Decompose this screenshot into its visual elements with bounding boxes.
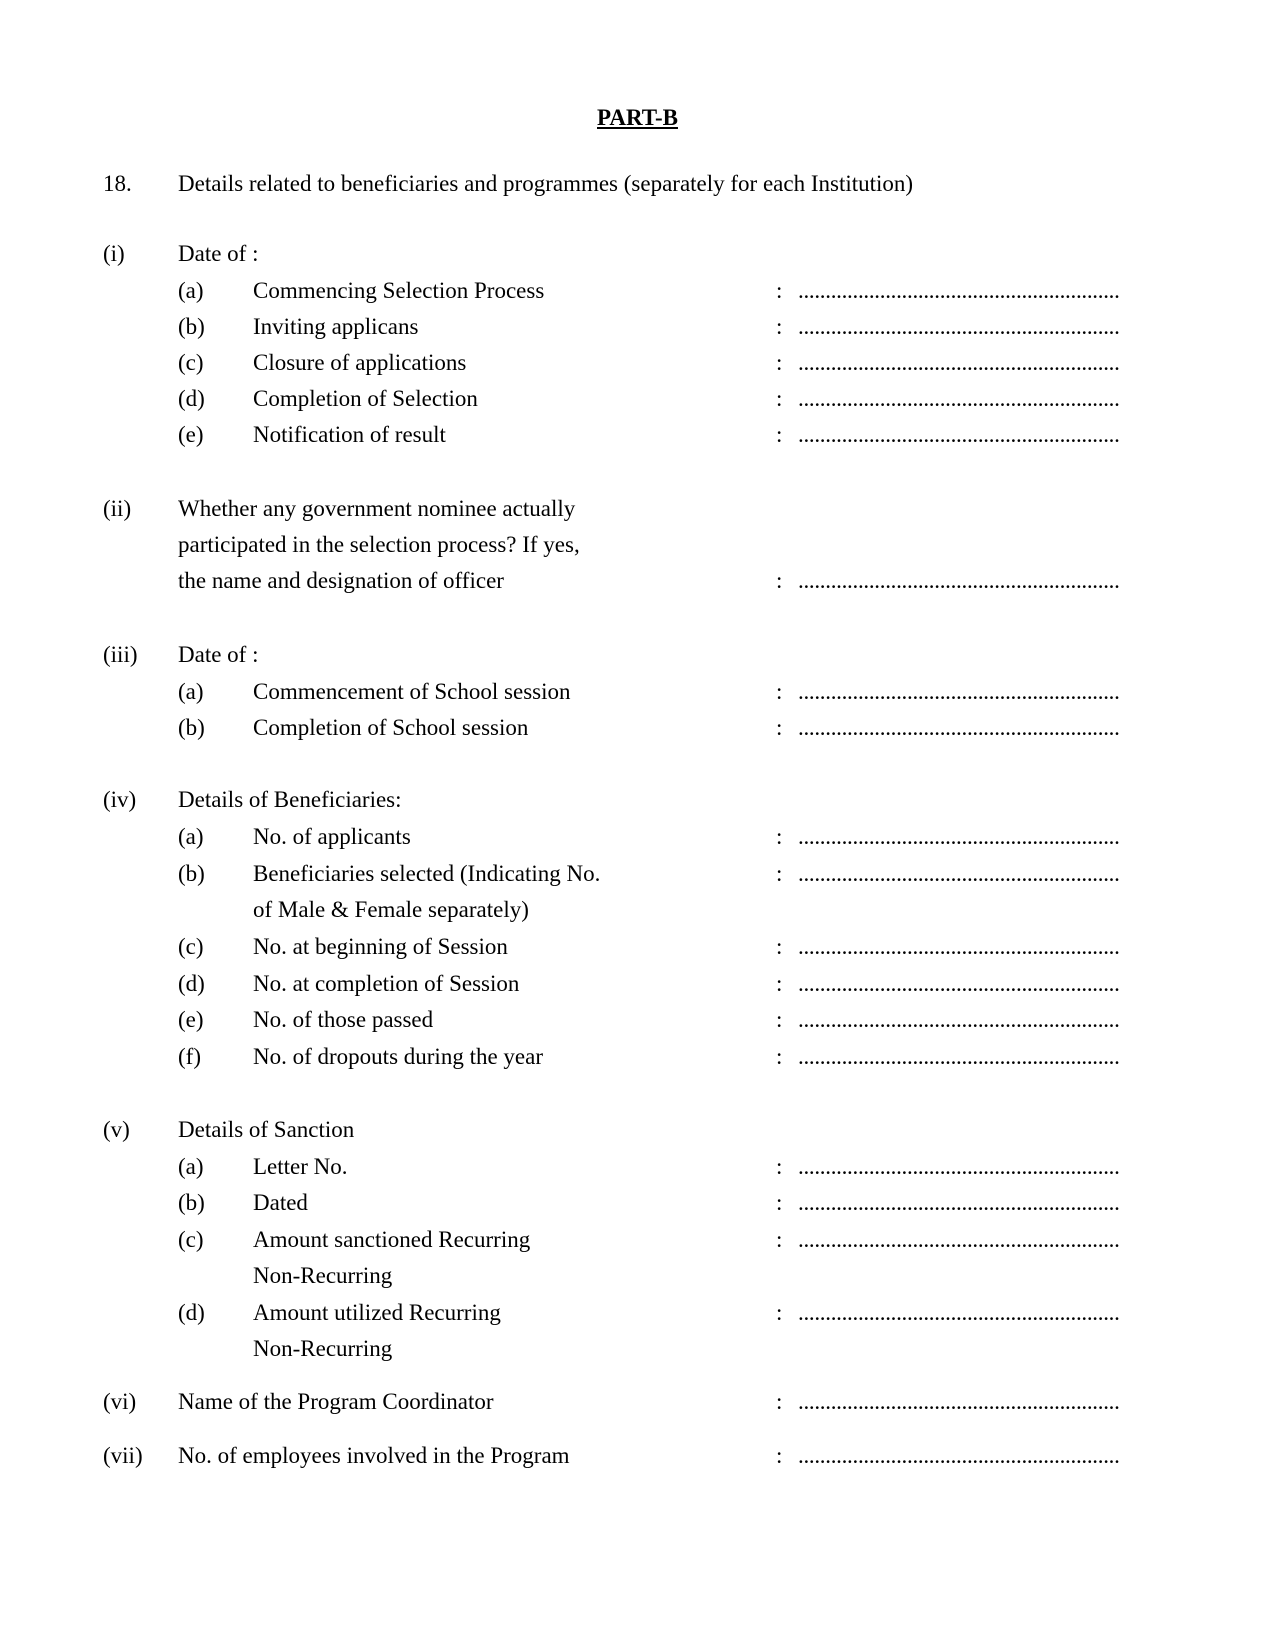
form-field-row	[0, 1226, 1275, 1254]
form-field-row	[0, 421, 1275, 449]
item-letter: (b)	[178, 715, 205, 740]
form-field-row	[0, 1006, 1275, 1034]
form-field-row	[0, 277, 1275, 305]
field-label-continuation	[0, 1262, 1275, 1290]
section-number: (v)	[103, 1117, 130, 1142]
section-title: Date of :	[178, 642, 259, 667]
form-field-row	[0, 567, 1275, 595]
fill-in-blank[interactable]: ...........................................................	[798, 568, 1120, 593]
item-letter: (a)	[178, 278, 204, 303]
fill-in-blank[interactable]: ...........................................................	[798, 350, 1120, 375]
item-letter: (b)	[178, 314, 205, 339]
field-label-continuation	[0, 1335, 1275, 1363]
fill-in-blank[interactable]: ...........................................................	[798, 934, 1120, 959]
field-label: No. of those passed	[253, 1007, 434, 1032]
section-title: Details of Beneficiaries:	[178, 787, 402, 812]
fill-in-blank[interactable]: ...........................................................	[798, 314, 1120, 339]
item-letter: (c)	[178, 1227, 204, 1252]
question-continuation	[0, 531, 1275, 559]
field-label: No. at beginning of Session	[253, 934, 508, 959]
item-letter: (b)	[178, 861, 205, 886]
item-letter: (c)	[178, 350, 204, 375]
question-text: Whether any government nominee actually	[178, 496, 576, 521]
fill-in-blank[interactable]: ...........................................................	[798, 1443, 1120, 1468]
question-text: participated in the selection process? If yes,	[178, 532, 580, 557]
colon: :	[776, 314, 783, 339]
item-letter: (f)	[178, 1044, 201, 1069]
colon: :	[776, 1154, 783, 1179]
field-label: No. of employees involved in the Program	[178, 1443, 570, 1468]
item-18	[0, 170, 1275, 198]
section-heading	[0, 240, 1275, 268]
item-number: 18.	[103, 171, 132, 196]
form-field-row	[0, 678, 1275, 706]
form-field-row	[0, 349, 1275, 377]
colon: :	[776, 1044, 783, 1069]
colon: :	[776, 971, 783, 996]
item-letter: (d)	[178, 386, 205, 411]
field-label: Closure of applications	[253, 350, 467, 375]
form-field-row	[0, 933, 1275, 961]
form-field-row	[0, 313, 1275, 341]
fill-in-blank[interactable]: ...........................................................	[798, 1007, 1120, 1032]
item-letter: (c)	[178, 934, 204, 959]
colon: :	[776, 934, 783, 959]
field-label: Completion of School session	[253, 715, 529, 740]
colon: :	[776, 278, 783, 303]
colon: :	[776, 422, 783, 447]
form-field-row	[0, 1388, 1275, 1416]
form-field-row	[0, 1189, 1275, 1217]
field-label-continuation	[0, 896, 1275, 924]
fill-in-blank[interactable]: ...........................................................	[798, 1190, 1120, 1215]
colon: :	[776, 1007, 783, 1032]
fill-in-blank[interactable]: ...........................................................	[798, 861, 1120, 886]
fill-in-blank[interactable]: ...........................................................	[798, 422, 1120, 447]
colon: :	[776, 1443, 783, 1468]
question-text: the name and designation of officer	[178, 568, 504, 593]
colon: :	[776, 568, 783, 593]
section-heading	[0, 495, 1275, 523]
section-heading	[0, 641, 1275, 669]
fill-in-blank[interactable]: ...........................................................	[798, 1227, 1120, 1252]
field-label: Amount sanctioned Recurring	[253, 1227, 531, 1252]
field-label: Name of the Program Coordinator	[178, 1389, 494, 1414]
item-letter: (e)	[178, 422, 204, 447]
colon: :	[776, 861, 783, 886]
item-letter: (e)	[178, 1007, 204, 1032]
form-field-row	[0, 1153, 1275, 1181]
item-letter: (a)	[178, 679, 204, 704]
fill-in-blank[interactable]: ...........................................................	[798, 971, 1120, 996]
form-field-row	[0, 823, 1275, 851]
item-letter: (d)	[178, 1300, 205, 1325]
colon: :	[776, 1389, 783, 1414]
form-field-row	[0, 1043, 1275, 1071]
field-label: Inviting applicans	[253, 314, 419, 339]
field-label: Commencing Selection Process	[253, 278, 545, 303]
item-letter: (a)	[178, 824, 204, 849]
field-label: No. of dropouts during the year	[253, 1044, 543, 1069]
item-letter: (b)	[178, 1190, 205, 1215]
section-heading	[0, 786, 1275, 814]
field-label: Notification of result	[253, 422, 446, 447]
fill-in-blank[interactable]: ...........................................................	[798, 1300, 1120, 1325]
field-label: of Male & Female separately)	[253, 897, 529, 922]
fill-in-blank[interactable]: ...........................................................	[798, 824, 1120, 849]
form-field-row	[0, 1442, 1275, 1470]
colon: :	[776, 824, 783, 849]
page-title: PART-B	[597, 105, 678, 130]
section-number: (ii)	[103, 496, 132, 521]
colon: :	[776, 1300, 783, 1325]
section-number: (iv)	[103, 787, 137, 812]
fill-in-blank[interactable]: ...........................................................	[798, 1154, 1120, 1179]
colon: :	[776, 679, 783, 704]
item-letter: (d)	[178, 971, 205, 996]
colon: :	[776, 1227, 783, 1252]
field-label: Beneficiaries selected (Indicating No.	[253, 861, 601, 886]
field-label: Non-Recurring	[253, 1263, 393, 1288]
form-field-row	[0, 714, 1275, 742]
section-title: Details of Sanction	[178, 1117, 355, 1142]
fill-in-blank[interactable]: ...........................................................	[798, 1044, 1120, 1069]
field-label: Dated	[253, 1190, 308, 1215]
fill-in-blank[interactable]: ...........................................................	[798, 278, 1120, 303]
section-title: Date of :	[178, 241, 259, 266]
field-label: No. at completion of Session	[253, 971, 520, 996]
field-label: Commencement of School session	[253, 679, 571, 704]
form-field-row	[0, 385, 1275, 413]
form-field-row	[0, 1299, 1275, 1327]
field-label: Non-Recurring	[253, 1336, 393, 1361]
colon: :	[776, 386, 783, 411]
field-label: Letter No.	[253, 1154, 348, 1179]
section-heading	[0, 1116, 1275, 1144]
fill-in-blank[interactable]: ...........................................................	[798, 679, 1120, 704]
section-number: (iii)	[103, 642, 138, 667]
form-field-row	[0, 970, 1275, 998]
field-label: No. of applicants	[253, 824, 411, 849]
fill-in-blank[interactable]: ...........................................................	[798, 1389, 1120, 1414]
field-label: Completion of Selection	[253, 386, 478, 411]
item-letter: (a)	[178, 1154, 204, 1179]
section-number: (vi)	[103, 1389, 137, 1414]
colon: :	[776, 350, 783, 375]
fill-in-blank[interactable]: ...........................................................	[798, 386, 1120, 411]
section-number: (vii)	[103, 1443, 143, 1468]
item-text: Details related to beneficiaries and programmes (separately for each Institution)	[178, 171, 914, 196]
fill-in-blank[interactable]: ...........................................................	[798, 715, 1120, 740]
colon: :	[776, 1190, 783, 1215]
field-label: Amount utilized Recurring	[253, 1300, 501, 1325]
colon: :	[776, 715, 783, 740]
section-number: (i)	[103, 241, 125, 266]
form-field-row	[0, 860, 1275, 888]
